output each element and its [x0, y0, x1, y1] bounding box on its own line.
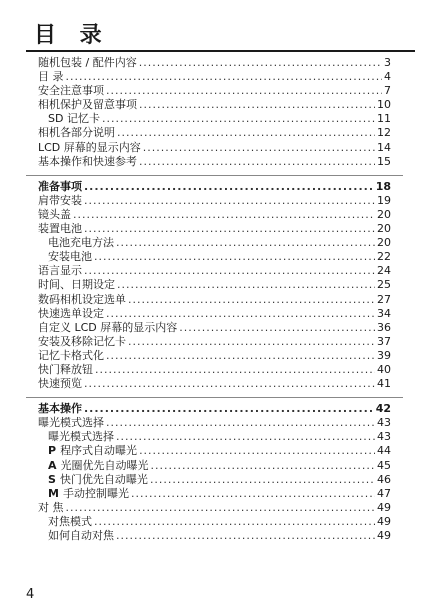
toc-entry[interactable]	[38, 459, 391, 473]
toc-entry-label	[38, 321, 177, 335]
toc-entry-text: 语言显示	[38, 264, 82, 278]
toc-entry-label	[48, 430, 114, 444]
toc-entry-page: 34	[377, 306, 391, 320]
toc-entry[interactable]	[38, 515, 391, 529]
toc-entry-label	[48, 236, 114, 250]
toc-entry-page: 49	[377, 500, 391, 514]
leader-dots	[117, 278, 375, 292]
toc-entry-page: 49	[377, 529, 391, 542]
leader-dots	[84, 222, 375, 236]
toc-entry[interactable]	[38, 487, 391, 501]
toc-entry-text: 快速预览	[38, 377, 82, 391]
leader-dots	[94, 515, 375, 529]
toc-entry-text: 手动控制曝光	[62, 486, 129, 500]
toc-entry-text: 镜头盖	[38, 207, 71, 221]
leader-dots	[139, 444, 375, 458]
toc-entry[interactable]	[38, 444, 391, 458]
table-of-contents	[38, 56, 391, 543]
toc-entry-label	[38, 377, 82, 391]
toc-entry-text: 快门优先自动曝光	[59, 472, 148, 486]
toc-entry-page: 11	[377, 112, 391, 126]
toc-entry-label	[38, 141, 141, 155]
toc-entry-page: 3	[384, 56, 391, 69]
toc-entry[interactable]	[38, 56, 391, 70]
toc-entry-text: 数码相机设定选单	[38, 292, 126, 306]
toc-heading-page: 42	[375, 402, 391, 416]
toc-entry-page: 20	[377, 207, 391, 221]
toc-entry[interactable]	[38, 335, 391, 349]
leader-dots	[95, 363, 375, 377]
toc-entry-page: 10	[377, 98, 391, 112]
toc-heading-label: 基本操作	[38, 402, 82, 416]
leader-dots	[66, 501, 376, 515]
leader-dots	[84, 264, 375, 278]
toc-entry-text: 对焦模式	[48, 514, 92, 528]
toc-entry[interactable]	[38, 473, 391, 487]
exposure-mode-letter: S	[48, 472, 56, 486]
toc-entry-label	[38, 278, 115, 292]
toc-entry-label	[38, 194, 82, 208]
leader-dots	[117, 126, 375, 140]
toc-entry[interactable]	[38, 155, 391, 169]
toc-entry-text: 自定义 LCD 屏幕的显示内容	[38, 320, 178, 334]
toc-entry-label	[38, 222, 82, 236]
toc-entry-label	[48, 487, 129, 501]
toc-entry-page: 37	[377, 334, 391, 348]
toc-entry-label	[38, 307, 104, 321]
toc-entry-page: 46	[377, 472, 391, 486]
toc-entry[interactable]	[38, 222, 391, 236]
leader-dots	[151, 459, 375, 473]
toc-entry-text: 相机保护及留意事项	[38, 98, 137, 112]
leader-dots	[179, 321, 375, 335]
toc-entry-label	[38, 363, 93, 377]
toc-entry-label	[48, 250, 92, 264]
toc-entry-text: 目 录	[38, 70, 64, 84]
toc-entry[interactable]	[38, 126, 391, 140]
toc-entry-page: 4	[384, 70, 391, 84]
leader-dots	[128, 335, 375, 349]
leader-dots	[128, 293, 375, 307]
toc-entry-label	[38, 349, 104, 363]
leader-dots	[139, 155, 375, 169]
toc-entry-text: 快门释放钮	[38, 362, 93, 376]
toc-entry-page: 45	[377, 458, 391, 472]
toc-entry-text: 程序式自动曝光	[60, 444, 138, 458]
toc-entry[interactable]	[38, 84, 391, 98]
toc-entry-text: 随机包装 / 配件内容	[38, 56, 137, 69]
toc-entry-label	[38, 208, 71, 222]
leader-dots	[143, 141, 375, 155]
toc-entry[interactable]	[38, 278, 391, 292]
toc-entry[interactable]	[38, 529, 391, 543]
toc-entry-label	[48, 444, 137, 458]
toc-entry-page: 36	[377, 320, 391, 334]
toc-entry-page: 20	[377, 222, 391, 236]
leader-dots	[73, 208, 375, 222]
toc-entry[interactable]	[38, 430, 391, 444]
exposure-mode-letter: A	[48, 458, 57, 472]
leader-dots	[116, 529, 375, 543]
toc-entry-label	[38, 126, 115, 140]
toc-entry-text: 装置电池	[38, 222, 82, 236]
toc-basic-section	[38, 416, 391, 543]
toc-entry[interactable]	[38, 307, 391, 321]
toc-entry-text: 对 焦	[38, 500, 64, 514]
toc-entry-label	[38, 70, 64, 84]
leader-dots	[84, 180, 374, 194]
toc-entry[interactable]	[38, 98, 391, 112]
toc-entry-page: 40	[377, 362, 391, 376]
section-divider	[26, 175, 403, 176]
toc-entry-page: 14	[377, 140, 391, 154]
exposure-mode-letter: M	[48, 486, 59, 500]
toc-entry[interactable]	[38, 416, 391, 430]
toc-entry-label	[48, 112, 100, 126]
toc-entry-page: 47	[377, 486, 391, 500]
toc-entry[interactable]	[38, 293, 391, 307]
leader-dots	[66, 70, 383, 84]
toc-front-section	[38, 56, 391, 169]
toc-entry-label	[38, 84, 104, 98]
toc-entry-page: 19	[377, 193, 391, 207]
toc-entry-page: 12	[377, 126, 391, 140]
leader-dots	[84, 194, 375, 208]
toc-entry-label	[48, 473, 148, 487]
toc-entry-text: 光圈优先自动曝光	[60, 458, 149, 472]
toc-entry-text: LCD 屏幕的显示内容	[38, 140, 141, 154]
toc-entry-page: 43	[377, 430, 391, 444]
toc-entry-text: 快速选单设定	[38, 306, 104, 320]
toc-entry-text: 曝光模式选择	[48, 430, 114, 444]
toc-entry[interactable]	[38, 377, 391, 391]
title-rule	[26, 50, 415, 52]
toc-entry-text: 如何自动对焦	[48, 529, 114, 542]
leader-dots	[116, 430, 375, 444]
toc-entry[interactable]	[38, 501, 391, 515]
toc-entry-page: 43	[377, 416, 391, 430]
toc-entry[interactable]	[38, 349, 391, 363]
toc-entry[interactable]	[38, 208, 391, 222]
toc-entry-page: 15	[377, 154, 391, 168]
toc-entry-label	[48, 459, 149, 473]
toc-entry-label	[38, 56, 137, 70]
toc-entry-page: 7	[384, 84, 391, 98]
toc-entry-page: 22	[377, 250, 391, 264]
toc-entry-page: 49	[377, 514, 391, 528]
toc-prep-section	[38, 194, 391, 391]
toc-entry-label	[38, 501, 64, 515]
toc-entry-label	[38, 155, 137, 169]
leader-dots	[84, 377, 375, 391]
toc-entry[interactable]	[38, 194, 391, 208]
leader-dots	[106, 416, 375, 430]
toc-entry[interactable]	[38, 321, 391, 335]
toc-entry[interactable]	[38, 250, 391, 264]
section-divider	[26, 397, 403, 398]
toc-entry-text: 安装及移除记忆卡	[38, 334, 126, 348]
toc-entry[interactable]	[38, 141, 391, 155]
toc-entry-text: 安全注意事项	[38, 84, 104, 98]
toc-entry-label	[38, 335, 126, 349]
leader-dots	[139, 56, 382, 70]
leader-dots	[106, 84, 382, 98]
exposure-mode-letter: P	[48, 444, 57, 458]
leader-dots	[106, 349, 375, 363]
toc-entry-text: 安装电池	[48, 250, 92, 264]
toc-entry-label	[48, 515, 92, 529]
page-title: 目 录	[34, 23, 110, 48]
toc-entry-label	[38, 293, 126, 307]
toc-entry-label	[48, 529, 114, 543]
toc-entry-text: SD 记忆卡	[48, 112, 100, 126]
toc-entry-page: 41	[377, 377, 391, 391]
toc-entry-page: 24	[377, 264, 391, 278]
leader-dots	[131, 487, 375, 501]
toc-entry-text: 基本操作和快速参考	[38, 154, 137, 168]
toc-entry[interactable]	[38, 112, 391, 126]
toc-entry-text: 肩带安装	[38, 193, 82, 207]
toc-entry-page: 39	[377, 348, 391, 362]
toc-entry[interactable]	[38, 264, 391, 278]
leader-dots	[106, 307, 375, 321]
leader-dots	[150, 473, 375, 487]
toc-entry-page: 44	[377, 444, 391, 458]
page-number: 4	[26, 587, 35, 602]
toc-entry-label	[38, 416, 104, 430]
toc-entry-page: 20	[377, 236, 391, 250]
leader-dots	[116, 236, 375, 250]
toc-entry-label	[38, 98, 137, 112]
toc-heading-page: 18	[375, 179, 391, 193]
toc-entry[interactable]	[38, 70, 391, 84]
toc-entry-text: 相机各部分说明	[38, 126, 115, 140]
toc-heading-prep[interactable]	[38, 180, 391, 194]
toc-entry-text: 电池充电方法	[48, 236, 114, 250]
leader-dots	[139, 98, 375, 112]
toc-entry-text: 时间、日期设定	[38, 278, 115, 292]
toc-entry-text: 曝光模式选择	[38, 416, 104, 430]
toc-entry-label	[38, 264, 82, 278]
toc-heading-basic[interactable]	[38, 402, 391, 416]
toc-entry-page: 27	[377, 292, 391, 306]
toc-entry-page: 25	[377, 278, 391, 292]
leader-dots	[102, 112, 375, 126]
toc-entry[interactable]	[38, 236, 391, 250]
leader-dots	[84, 402, 374, 416]
toc-entry[interactable]	[38, 363, 391, 377]
toc-entry-text: 记忆卡格式化	[38, 348, 104, 362]
toc-heading-label: 准备事项	[38, 179, 82, 193]
leader-dots	[94, 250, 375, 264]
